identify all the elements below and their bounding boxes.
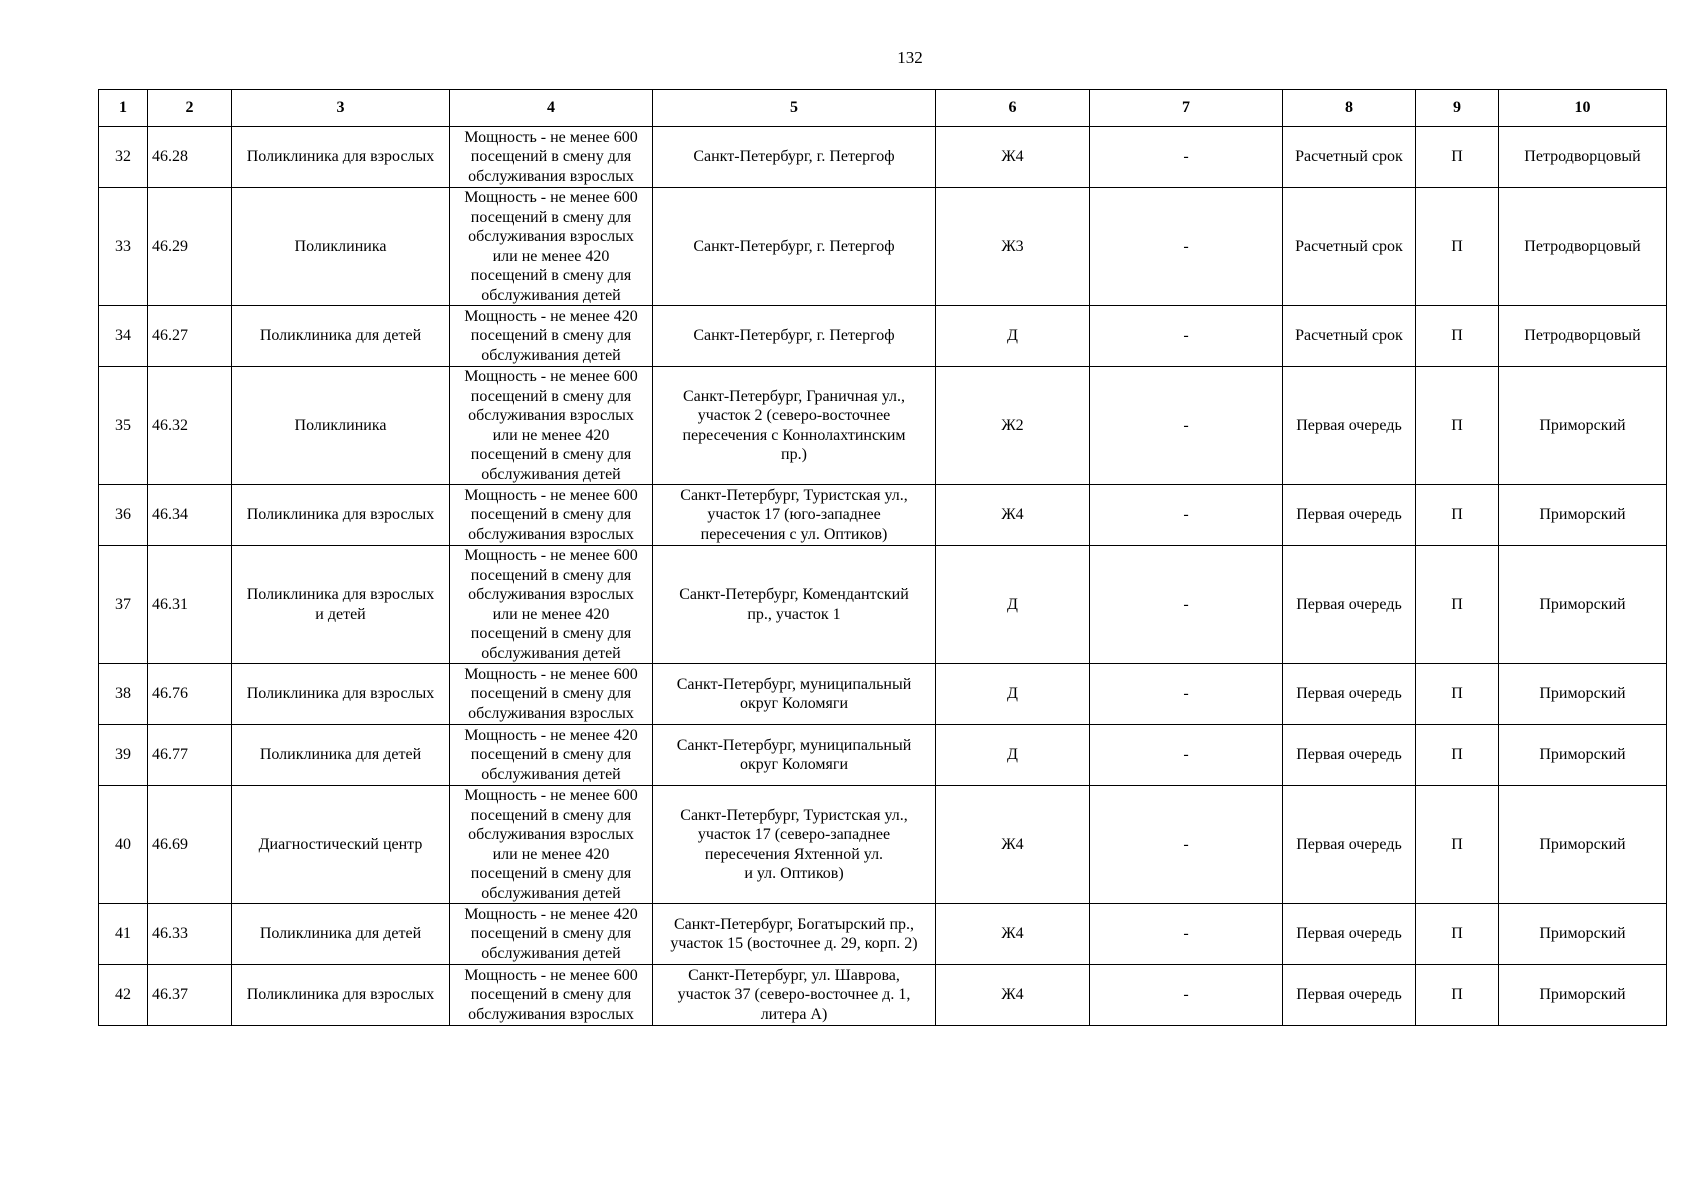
term-cell: Первая очередь — [1283, 367, 1416, 485]
term-cell: Первая очередь — [1283, 664, 1416, 725]
col7-cell: - — [1090, 546, 1283, 664]
col9-cell: П — [1416, 664, 1499, 725]
table-row — [99, 306, 1667, 367]
address-cell: Санкт-Петербург, г. Петергоф — [653, 306, 936, 367]
row-number: 37 — [99, 546, 148, 664]
facilities-table — [98, 89, 1667, 1026]
district-cell: Петродворцовый — [1499, 127, 1667, 188]
capacity-cell: Мощность - не менее 420 посещений в смену для обслуживания детей — [450, 725, 653, 786]
term-cell: Расчетный срок — [1283, 306, 1416, 367]
capacity-cell: Мощность - не менее 600 посещений в смену для обслуживания взрослых — [450, 664, 653, 725]
col9-cell: П — [1416, 725, 1499, 786]
object-code: 46.33 — [148, 904, 232, 965]
capacity-cell: Мощность - не менее 600 посещений в смену для обслуживания взрослых или не менее 420 посещений в смену для обслуживания детей — [450, 188, 653, 306]
term-cell: Расчетный срок — [1283, 127, 1416, 188]
col9-cell: П — [1416, 786, 1499, 904]
table-row — [99, 367, 1667, 485]
column-header: 10 — [1499, 90, 1667, 127]
object-name: Поликлиника — [232, 367, 450, 485]
district-cell: Приморский — [1499, 725, 1667, 786]
zone-cell: Ж2 — [936, 367, 1090, 485]
object-name: Поликлиника для детей — [232, 306, 450, 367]
table-row — [99, 664, 1667, 725]
column-header: 6 — [936, 90, 1090, 127]
col7-cell: - — [1090, 306, 1283, 367]
col9-cell: П — [1416, 485, 1499, 546]
zone-cell: Д — [936, 306, 1090, 367]
term-cell: Первая очередь — [1283, 725, 1416, 786]
zone-cell: Ж3 — [936, 188, 1090, 306]
object-code: 46.37 — [148, 965, 232, 1026]
object-code: 46.31 — [148, 546, 232, 664]
page-number: 132 — [897, 48, 923, 67]
col7-cell: - — [1090, 965, 1283, 1026]
table-row — [99, 188, 1667, 306]
col7-cell: - — [1090, 664, 1283, 725]
table-body — [99, 127, 1667, 1026]
col9-cell: П — [1416, 965, 1499, 1026]
zone-cell: Ж4 — [936, 965, 1090, 1026]
col9-cell: П — [1416, 546, 1499, 664]
row-number: 33 — [99, 188, 148, 306]
object-code: 46.32 — [148, 367, 232, 485]
term-cell: Расчетный срок — [1283, 188, 1416, 306]
column-header: 9 — [1416, 90, 1499, 127]
term-cell: Первая очередь — [1283, 786, 1416, 904]
col7-cell: - — [1090, 725, 1283, 786]
address-cell: Санкт-Петербург, Комендантский пр., участок 1 — [653, 546, 936, 664]
address-cell: Санкт-Петербург, г. Петергоф — [653, 127, 936, 188]
district-cell: Петродворцовый — [1499, 306, 1667, 367]
district-cell: Приморский — [1499, 367, 1667, 485]
object-code: 46.76 — [148, 664, 232, 725]
header-row — [99, 90, 1667, 127]
col9-cell: П — [1416, 904, 1499, 965]
column-header: 2 — [148, 90, 232, 127]
capacity-cell: Мощность - не менее 420 посещений в смену для обслуживания детей — [450, 306, 653, 367]
capacity-cell: Мощность - не менее 600 посещений в смену для обслуживания взрослых или не менее 420 посещений в смену для обслуживания детей — [450, 786, 653, 904]
col9-cell: П — [1416, 367, 1499, 485]
term-cell: Первая очередь — [1283, 904, 1416, 965]
table-row — [99, 725, 1667, 786]
term-cell: Первая очередь — [1283, 965, 1416, 1026]
address-cell: Санкт-Петербург, г. Петергоф — [653, 188, 936, 306]
district-cell: Приморский — [1499, 664, 1667, 725]
zone-cell: Ж4 — [936, 485, 1090, 546]
table-row — [99, 786, 1667, 904]
row-number: 40 — [99, 786, 148, 904]
object-name: Диагностический центр — [232, 786, 450, 904]
col9-cell: П — [1416, 127, 1499, 188]
capacity-cell: Мощность - не менее 420 посещений в смену для обслуживания детей — [450, 904, 653, 965]
column-header: 3 — [232, 90, 450, 127]
address-cell: Санкт-Петербург, муниципальный округ Коломяги — [653, 664, 936, 725]
zone-cell: Д — [936, 546, 1090, 664]
district-cell: Приморский — [1499, 965, 1667, 1026]
col7-cell: - — [1090, 485, 1283, 546]
col7-cell: - — [1090, 904, 1283, 965]
address-cell: Санкт-Петербург, Граничная ул., участок 2 (северо-восточнее пересечения с Коннолахтинским пр.) — [653, 367, 936, 485]
col7-cell: - — [1090, 367, 1283, 485]
col7-cell: - — [1090, 786, 1283, 904]
object-name: Поликлиника для взрослых и детей — [232, 546, 450, 664]
address-cell: Санкт-Петербург, Богатырский пр., участок 15 (восточнее д. 29, корп. 2) — [653, 904, 936, 965]
row-number: 34 — [99, 306, 148, 367]
zone-cell: Ж4 — [936, 904, 1090, 965]
zone-cell: Д — [936, 725, 1090, 786]
object-name: Поликлиника — [232, 188, 450, 306]
column-header: 8 — [1283, 90, 1416, 127]
column-header: 4 — [450, 90, 653, 127]
term-cell: Первая очередь — [1283, 485, 1416, 546]
capacity-cell: Мощность - не менее 600 посещений в смену для обслуживания взрослых или не менее 420 посещений в смену для обслуживания детей — [450, 546, 653, 664]
district-cell: Приморский — [1499, 546, 1667, 664]
object-name: Поликлиника для взрослых — [232, 485, 450, 546]
column-header: 7 — [1090, 90, 1283, 127]
column-header: 1 — [99, 90, 148, 127]
zone-cell: Ж4 — [936, 786, 1090, 904]
row-number: 42 — [99, 965, 148, 1026]
col7-cell: - — [1090, 127, 1283, 188]
object-code: 46.69 — [148, 786, 232, 904]
district-cell: Приморский — [1499, 485, 1667, 546]
district-cell: Петродворцовый — [1499, 188, 1667, 306]
object-code: 46.28 — [148, 127, 232, 188]
table-row — [99, 904, 1667, 965]
object-name: Поликлиника для детей — [232, 904, 450, 965]
capacity-cell: Мощность - не менее 600 посещений в смену для обслуживания взрослых — [450, 485, 653, 546]
object-code: 46.34 — [148, 485, 232, 546]
address-cell: Санкт-Петербург, Туристская ул., участок 17 (юго-западнее пересечения с ул. Оптиков) — [653, 485, 936, 546]
capacity-cell: Мощность - не менее 600 посещений в смену для обслуживания взрослых — [450, 965, 653, 1026]
table-row — [99, 965, 1667, 1026]
object-name: Поликлиника для взрослых — [232, 664, 450, 725]
object-name: Поликлиника для детей — [232, 725, 450, 786]
table-row — [99, 546, 1667, 664]
object-code: 46.27 — [148, 306, 232, 367]
row-number: 39 — [99, 725, 148, 786]
col7-cell: - — [1090, 188, 1283, 306]
row-number: 32 — [99, 127, 148, 188]
address-cell: Санкт-Петербург, ул. Шаврова, участок 37 (северо-восточнее д. 1, литера А) — [653, 965, 936, 1026]
address-cell: Санкт-Петербург, муниципальный округ Коломяги — [653, 725, 936, 786]
object-code: 46.77 — [148, 725, 232, 786]
object-name: Поликлиника для взрослых — [232, 127, 450, 188]
row-number: 41 — [99, 904, 148, 965]
zone-cell: Д — [936, 664, 1090, 725]
address-cell: Санкт-Петербург, Туристская ул., участок 17 (северо-западнее пересечения Яхтенной ул. и ул. Оптиков) — [653, 786, 936, 904]
zone-cell: Ж4 — [936, 127, 1090, 188]
district-cell: Приморский — [1499, 786, 1667, 904]
object-name: Поликлиника для взрослых — [232, 965, 450, 1026]
term-cell: Первая очередь — [1283, 546, 1416, 664]
object-code: 46.29 — [148, 188, 232, 306]
row-number: 38 — [99, 664, 148, 725]
col9-cell: П — [1416, 306, 1499, 367]
capacity-cell: Мощность - не менее 600 посещений в смену для обслуживания взрослых или не менее 420 посещений в смену для обслуживания детей — [450, 367, 653, 485]
district-cell: Приморский — [1499, 904, 1667, 965]
table-row — [99, 127, 1667, 188]
row-number: 35 — [99, 367, 148, 485]
capacity-cell: Мощность - не менее 600 посещений в смену для обслуживания взрослых — [450, 127, 653, 188]
col9-cell: П — [1416, 188, 1499, 306]
column-header: 5 — [653, 90, 936, 127]
row-number: 36 — [99, 485, 148, 546]
table-row — [99, 485, 1667, 546]
